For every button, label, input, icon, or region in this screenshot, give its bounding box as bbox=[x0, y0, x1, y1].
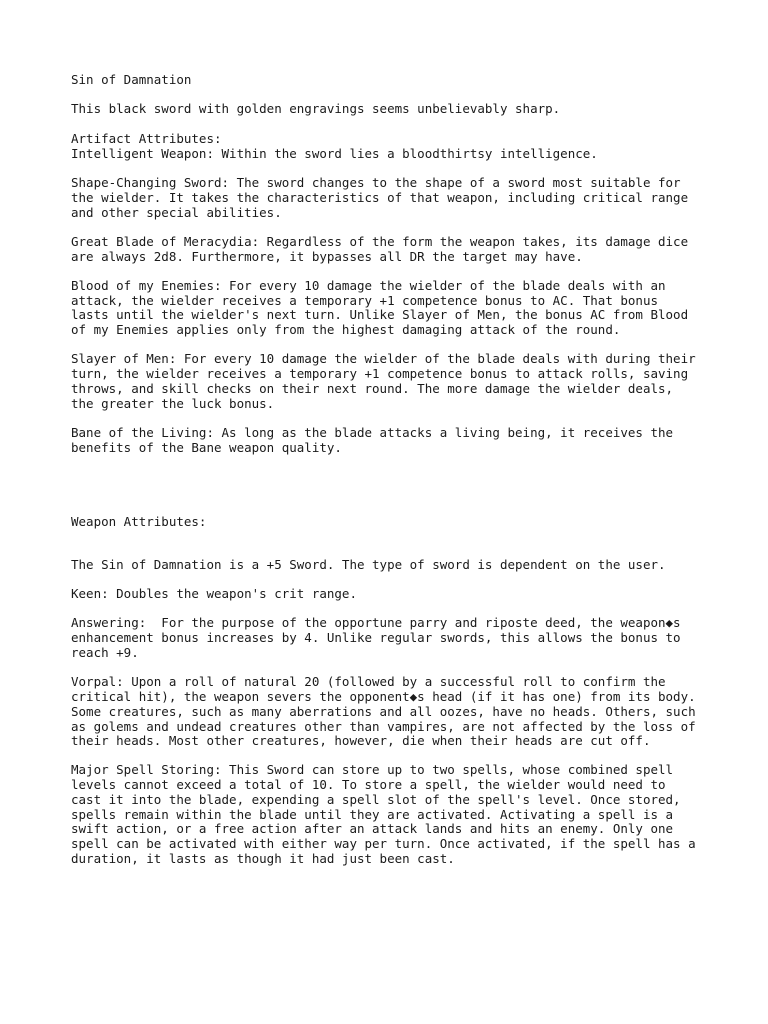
attribute-line: their heads. Most other creatures, however, die when their heads are cut off. bbox=[71, 733, 651, 748]
attribute-line: Bane of the Living: As long as the blade attacks a living being, it receives the bbox=[71, 425, 674, 440]
attribute-line: swift action, or a free action after an attack lands and hits an enemy. Only one bbox=[71, 821, 674, 836]
attribute-line: the wielder. It takes the characteristics of that weapon, including critical range bbox=[71, 190, 689, 205]
attribute-line: spell can be activated with either way per turn. Once activated, if the spell has a bbox=[71, 836, 696, 851]
attribute-line: turn, the wielder receives a temporary +1 competence bonus to attack rolls, saving bbox=[71, 366, 689, 381]
attribute-line: Slayer of Men: For every 10 damage the wielder of the blade deals with during their bbox=[71, 351, 696, 366]
attribute-line: cast it into the blade, expending a spell slot of the spell's level. Once stored, bbox=[71, 792, 681, 807]
document-title: Sin of Damnation bbox=[71, 72, 192, 87]
attribute-line: Great Blade of Meracydia: Regardless of the form the weapon takes, its damage dice bbox=[71, 234, 689, 249]
section-heading-artifact: Artifact Attributes: bbox=[71, 131, 222, 146]
attribute-line: the greater the luck bonus. bbox=[71, 396, 275, 411]
attribute-line: enhancement bonus increases by 4. Unlike regular swords, this allows the bonus to bbox=[71, 630, 681, 645]
attribute-line: spells remain within the blade until they are activated. Activating a spell is a bbox=[71, 807, 674, 822]
attribute-line: Major Spell Storing: This Sword can store up to two spells, whose combined spell bbox=[71, 762, 674, 777]
section-heading-weapon: Weapon Attributes: bbox=[71, 514, 207, 529]
attribute-line: The Sin of Damnation is a +5 Sword. The type of sword is dependent on the user. bbox=[71, 557, 666, 572]
attribute-line: Vorpal: Upon a roll of natural 20 (followed by a successful roll to confirm the bbox=[71, 674, 666, 689]
attribute-line: Intelligent Weapon: Within the sword lies a bloodthirtsy intelligence. bbox=[71, 146, 598, 161]
attribute-line: duration, it lasts as though it had just been cast. bbox=[71, 851, 455, 866]
attribute-line: Blood of my Enemies: For every 10 damage the wielder of the blade deals with an bbox=[71, 278, 666, 293]
attribute-line: Keen: Doubles the weapon's crit range. bbox=[71, 586, 357, 601]
attribute-line: Shape-Changing Sword: The sword changes to the shape of a sword most suitable for bbox=[71, 175, 681, 190]
attribute-line: Some creatures, such as many aberrations and all oozes, have no heads. Others, such bbox=[71, 704, 696, 719]
attribute-line: and other special abilities. bbox=[71, 205, 282, 220]
attribute-line: critical hit), the weapon severs the opponent◆s head (if it has one) from its body. bbox=[71, 689, 696, 704]
description-line: This black sword with golden engravings seems unbelievably sharp. bbox=[71, 101, 561, 116]
attribute-line: lasts until the wielder's next turn. Unlike Slayer of Men, the bonus AC from Blood bbox=[71, 307, 689, 322]
attribute-line: attack, the wielder receives a temporary +1 competence bonus to AC. That bonus bbox=[71, 293, 658, 308]
attribute-line: levels cannot exceed a total of 10. To store a spell, the wielder would need to bbox=[71, 777, 666, 792]
attribute-line: as golems and undead creatures other than vampires, are not affected by the loss of bbox=[71, 719, 696, 734]
attribute-line: reach +9. bbox=[71, 645, 139, 660]
attribute-line: of my Enemies applies only from the highest damaging attack of the round. bbox=[71, 322, 621, 337]
attribute-line: throws, and skill checks on their next round. The more damage the wielder deals, bbox=[71, 381, 674, 396]
attribute-line: benefits of the Bane weapon quality. bbox=[71, 440, 342, 455]
attribute-line: Answering: For the purpose of the opportune parry and riposte deed, the weapon◆s bbox=[71, 615, 681, 630]
attribute-line: are always 2d8. Furthermore, it bypasses all DR the target may have. bbox=[71, 249, 583, 264]
